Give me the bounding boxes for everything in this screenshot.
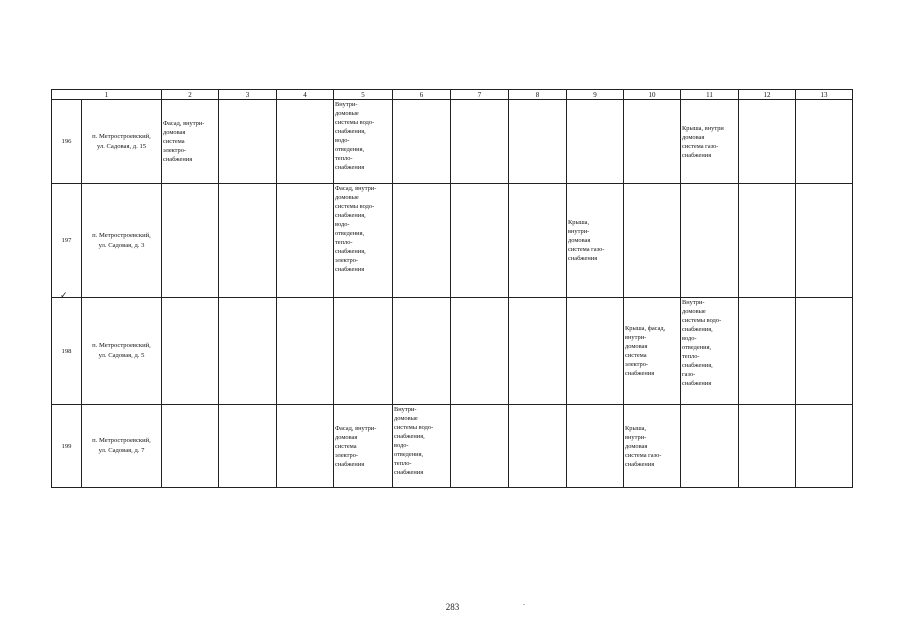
work-cell [219, 405, 277, 488]
work-cell: Крыша, внутри- домовая система газо- снабжения [624, 405, 681, 488]
table-row [52, 298, 853, 405]
table-row [52, 405, 853, 488]
work-cell [739, 298, 796, 405]
work-cell [162, 405, 219, 488]
column-header: 2 [162, 90, 219, 100]
work-cell [509, 405, 567, 488]
work-cell [567, 100, 624, 184]
work-cell [509, 298, 567, 405]
work-cell [393, 100, 451, 184]
table-row [52, 100, 853, 184]
housing-repair-register-table [51, 89, 853, 488]
work-cell [451, 100, 509, 184]
work-cell [451, 405, 509, 488]
column-header: 1 [52, 90, 162, 100]
column-number-row [52, 90, 853, 100]
work-cell [219, 298, 277, 405]
page-number: 283 [445, 602, 460, 612]
column-header: 13 [796, 90, 853, 100]
row-number: 196 [52, 100, 82, 184]
work-cell [393, 298, 451, 405]
row-number: 197 [52, 184, 82, 298]
work-cell: Крыша, внутри- домовая система газо- снабжения [567, 184, 624, 298]
row-number: 198 [52, 298, 82, 405]
work-cell: Внутри- домовые системы водо- снабжения, водо- отведения, тепло- снабжения [393, 405, 451, 488]
work-cell [451, 184, 509, 298]
address-text: п. Метростроевский, ул. Садовая, д. 3 [92, 231, 151, 249]
work-cell [219, 184, 277, 298]
column-header: 4 [277, 90, 334, 100]
work-cell [509, 100, 567, 184]
work-cell [162, 184, 219, 298]
column-header: 10 [624, 90, 681, 100]
address-text: п. Метростроевский, ул. Садовая, д. 15 [92, 132, 151, 150]
row-number: 199 [52, 405, 82, 488]
column-header: 3 [219, 90, 277, 100]
work-cell [739, 405, 796, 488]
work-cell [796, 298, 853, 405]
column-header: 9 [567, 90, 624, 100]
work-cell [451, 298, 509, 405]
work-cell: Фасад, внутри- домовые системы водо- снабжения, водо- отведения, тепло- снабжения, электро- снабжения [334, 184, 393, 298]
work-cell [567, 298, 624, 405]
column-header: 12 [739, 90, 796, 100]
column-header: 5 [334, 90, 393, 100]
address-text: п. Метростроевский, ул. Садовая, д. 7 [92, 437, 151, 454]
address-cell [82, 405, 162, 488]
address-cell [82, 184, 162, 298]
table-row [52, 184, 853, 298]
work-cell [796, 100, 853, 184]
work-cell [739, 100, 796, 184]
work-cell [334, 298, 393, 405]
work-cell [567, 405, 624, 488]
work-cell [162, 298, 219, 405]
work-cell: Крыша, внутри домовая система газо- снабжения [681, 100, 739, 184]
column-header: 8 [509, 90, 567, 100]
work-cell [624, 184, 681, 298]
address-cell [82, 298, 162, 405]
column-header: 6 [393, 90, 451, 100]
address-text: п. Метростроевский, ул. Садовая, д. 5 [92, 342, 151, 359]
work-cell: Внутри- домовые системы водо- снабжения, водо- отведения, тепло- снабжения [334, 100, 393, 184]
work-cell [681, 405, 739, 488]
work-cell [277, 184, 334, 298]
work-cell [509, 184, 567, 298]
work-cell [277, 100, 334, 184]
work-cell [796, 184, 853, 298]
work-cell: Крыша, фасад, внутри- домовая система электро- снабжения [624, 298, 681, 405]
work-cell: Фасад, внутри- домовая система электро- снабжения [334, 405, 393, 488]
work-cell [393, 184, 451, 298]
work-cell [739, 184, 796, 298]
address-cell [82, 100, 162, 184]
work-cell [681, 184, 739, 298]
work-cell [277, 298, 334, 405]
handwritten-tick-mark: ✓ [60, 290, 68, 300]
work-cell [624, 100, 681, 184]
column-header: 11 [681, 90, 739, 100]
work-cell: Внутри- домовые системы водо- снабжения, водо- отведения, тепло- снабжения, газо- снабжения [681, 298, 739, 405]
work-cell [277, 405, 334, 488]
work-cell: Фасад, внутри- домовая система электро- снабжения [162, 100, 219, 184]
column-header: 7 [451, 90, 509, 100]
work-cell [796, 405, 853, 488]
work-cell [219, 100, 277, 184]
